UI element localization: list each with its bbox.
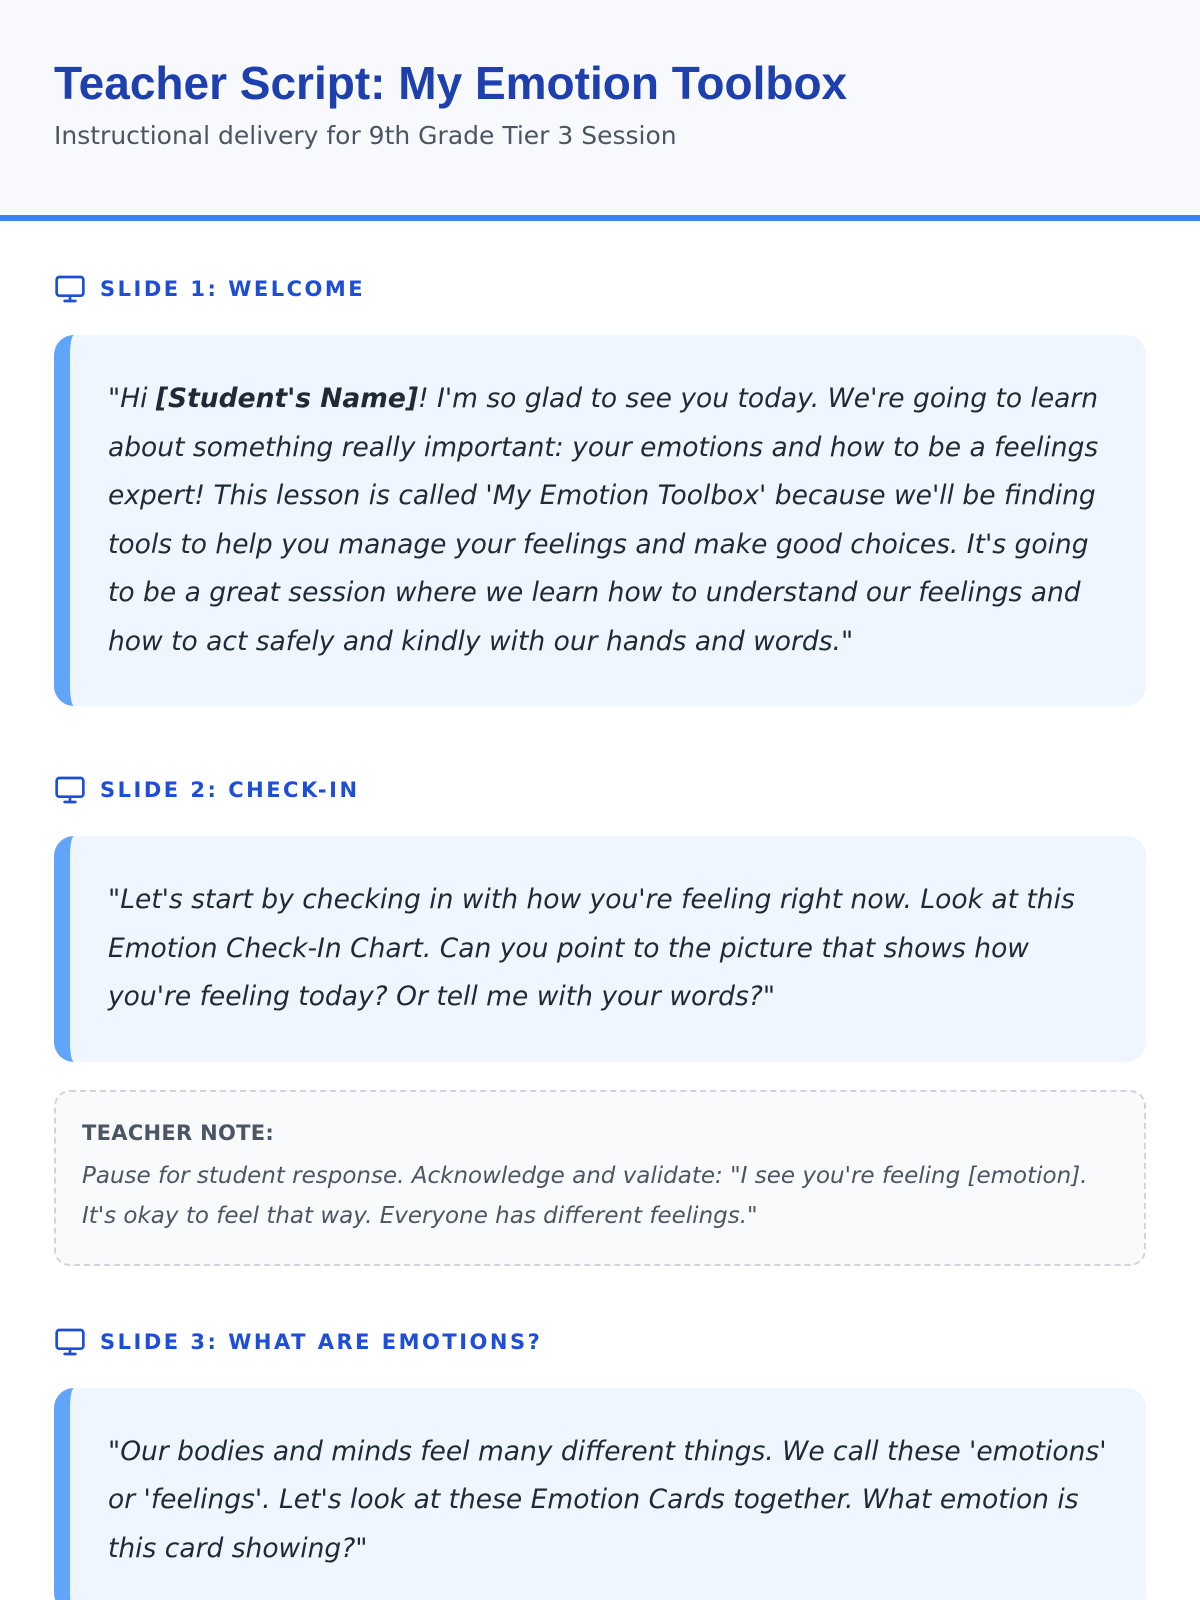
page-title: Teacher Script: My Emotion Toolbox	[54, 57, 848, 109]
script-text: "Our bodies and minds feel many different things. We call these 'emotions' or 'feelings'. Let's look at these Emotion Cards together. What emotion is this card showing?"	[108, 1435, 1107, 1564]
slide-section-3	[54, 1326, 1146, 1600]
slide-heading-label: SLIDE 2: CHECK-IN	[100, 778, 360, 802]
slide-section-1	[54, 273, 1146, 706]
slide-heading	[54, 273, 1146, 305]
monitor-icon	[54, 1326, 86, 1358]
script-box	[54, 836, 1146, 1062]
script-text-prefix: "Hi	[108, 383, 156, 414]
page-header	[0, 0, 1200, 221]
script-text: "Let's start by checking in with how you're feeling right now. Look at this Emotion Check-In Chart. Can you point to the picture that shows how you're feeling today? Or tell me with your words?"	[108, 884, 1075, 1012]
teacher-note-label: TEACHER NOTE:	[82, 1120, 275, 1145]
monitor-icon	[54, 774, 86, 806]
teacher-note	[54, 1090, 1146, 1266]
script-box	[54, 1388, 1146, 1600]
student-name-placeholder: [Student's Name]	[155, 383, 418, 414]
script-box	[54, 335, 1146, 706]
slide-heading-label: SLIDE 3: WHAT ARE EMOTIONS?	[100, 1329, 543, 1354]
slide-heading	[54, 1326, 1146, 1358]
slide-section-2	[54, 774, 1146, 1266]
page-subtitle: Instructional delivery for 9th Grade Tier 3 Session	[54, 121, 677, 150]
slide-heading-label: SLIDE 1: WELCOME	[100, 277, 366, 301]
slide-heading	[54, 774, 1146, 806]
script-text: ! I'm so glad to see you today. We're going to learn about something really important: your emotions and how to be a feelings expert! This lesson is called 'My Emotion Toolbox' because we'll be finding tools to help you manage your feelings and make good choices. It's going to be a great session where we learn how to understand our feelings and how to act safely and kindly with our hands and words."	[108, 383, 1099, 657]
teacher-note-text: Pause for student response. Acknowledge and validate: "I see you're feeling [emotion]. It's okay to feel that way. Everyone has different feelings."	[82, 1162, 1088, 1229]
script-content	[0, 221, 1200, 1600]
monitor-icon	[54, 273, 86, 305]
